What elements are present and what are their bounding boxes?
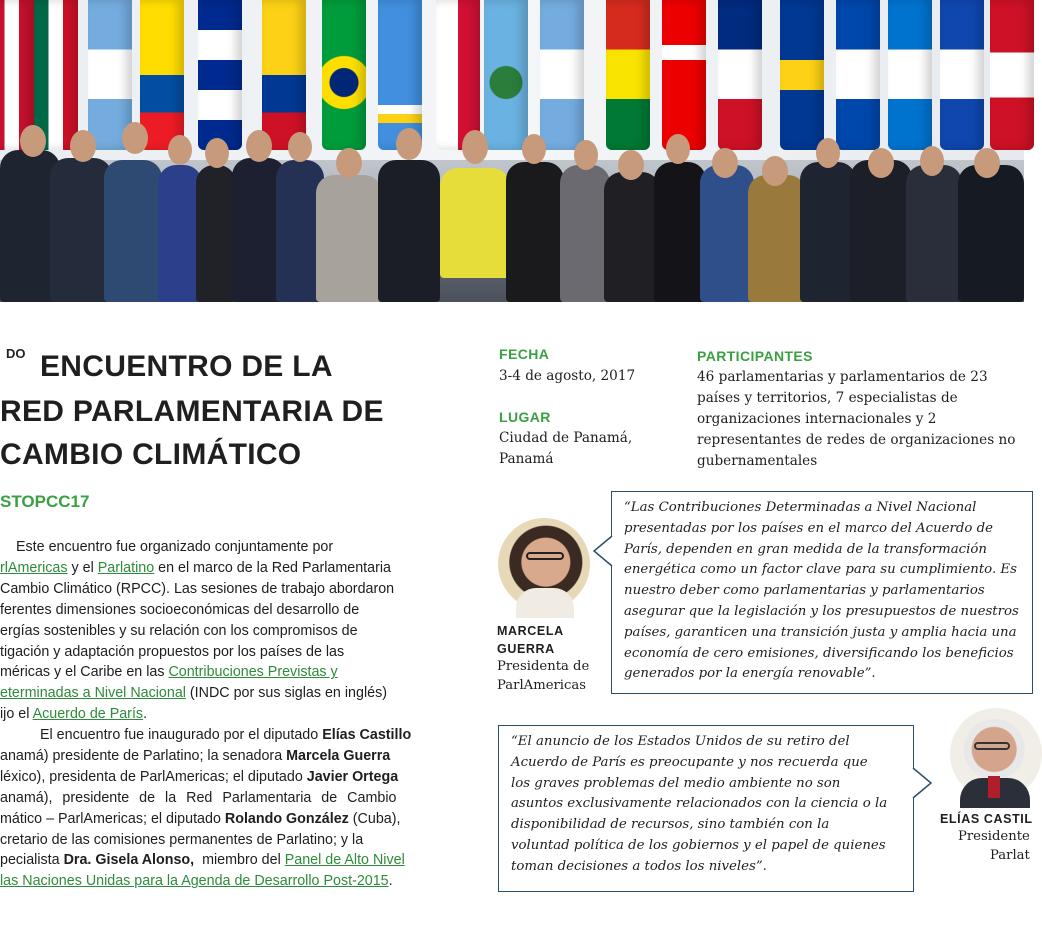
person-name: Elías Castillo: [322, 727, 412, 743]
flag: [990, 0, 1034, 150]
text: y el: [67, 559, 98, 576]
text: en el marco de la Red Parlamentaria: [154, 559, 391, 576]
participants-line: 46 parlamentarias y parlamentarios de 23: [697, 369, 988, 385]
date-label: FECHA: [499, 346, 550, 362]
link-parlatino[interactable]: Parlatino: [97, 559, 155, 576]
person-name: Marcela Guerra: [286, 747, 391, 764]
text: tigación y adaptación propuestos por los países de las: [0, 643, 345, 660]
link-parlamericas[interactable]: rlAmericas: [0, 559, 68, 576]
text: .: [143, 706, 148, 723]
text: El encuentro fue inaugurado por el diputado: [40, 727, 323, 743]
speaker-role: Presidenta de: [497, 659, 590, 674]
text: ergías sostenibles y su relación con los compromisos de: [0, 622, 358, 639]
participants-line: gubernamentales: [697, 453, 818, 469]
person-name: Dra. Gisela Alonso,: [63, 852, 195, 869]
speaker-photo-elias-castillo: [950, 708, 1042, 800]
flag: [662, 0, 706, 150]
quote-line: “Las Contribuciones Determinadas a Nivel Nacional: [624, 500, 977, 515]
flag: [436, 0, 480, 150]
flag: [718, 0, 762, 150]
participants-value: [697, 367, 1015, 472]
speaker-name: GUERRA: [497, 642, 555, 656]
text: pecialista: [0, 852, 64, 869]
speaker-role: Parlat: [990, 847, 1030, 863]
text: ferentes dimensiones socioeconómicas del desarrollo de: [0, 601, 360, 618]
flag: [836, 0, 880, 150]
place-value: [499, 428, 632, 470]
text: anamá), presidente de la Red Parlamentaria de Cambio: [0, 789, 397, 806]
flag: [780, 0, 824, 150]
quote-line: energética como un factor clave para su cumplimiento. Es: [624, 562, 1017, 578]
quote-line: países, garanticen una transición justa y amplia hacia una: [624, 624, 1017, 640]
quote-line: Acuerdo de París es preocupante y nos recuerda que: [511, 754, 868, 770]
quote-line: asuntos exclusivamente relacionados con la ciencia o la: [511, 796, 888, 812]
speaker-info-elias-castillo: [940, 810, 1033, 865]
quote-line: voluntad política de los gobiernos y el papel de quienes: [511, 837, 886, 853]
page-title-line-2: RED PARLAMENTARIA DE: [0, 395, 384, 428]
quote-line: nuestro deber como parlamentarias y parlamentarios: [624, 583, 985, 599]
flag: [888, 0, 932, 150]
quote-box-marcela-guerra: [611, 491, 1033, 694]
paragraph-organization: [0, 537, 394, 725]
flag: [484, 0, 528, 150]
text: Este encuentro fue organizado conjuntamente por: [16, 539, 334, 555]
paragraph-inauguration: [0, 725, 411, 892]
text: .: [388, 873, 393, 890]
link-panel-alto-nivel[interactable]: Panel de Alto Nivel: [284, 852, 405, 869]
speaker-role: ParlAmericas: [497, 677, 587, 693]
participants-line: organizaciones internacionales y 2: [697, 411, 937, 427]
quote-pointer: [913, 768, 931, 798]
text: (INDC por sus siglas en inglés): [185, 685, 387, 702]
flag: [198, 0, 242, 150]
participants-line: representantes de redes de organizaciones no: [697, 432, 1016, 448]
text: Cambio Climático (RPCC). Las sesiones de trabajo abordaron: [0, 580, 395, 597]
flag: [606, 0, 650, 150]
date-value: 3-4 de agosto, 2017: [499, 368, 636, 384]
quote-line: “El anuncio de los Estados Unidos de su retiro del: [511, 734, 850, 749]
text: cretario de las comisiones permanentes de Parlatino; y la: [0, 831, 364, 848]
flag: [262, 0, 306, 150]
text: ijo el: [0, 706, 33, 723]
flag: [322, 0, 366, 150]
page-title-line-1: ENCUENTRO DE LA: [40, 350, 333, 383]
text: léxico), presidenta de ParlAmericas; el diputado: [0, 768, 307, 785]
flag: [940, 0, 984, 150]
text: (Cuba),: [348, 810, 401, 827]
participants-line: países y territorios, 7 especialistas de: [697, 390, 958, 406]
person-name: Rolando González: [224, 810, 349, 827]
place-line: Ciudad de Panamá,: [499, 430, 633, 446]
group-photo: [0, 0, 1024, 302]
quote-line: generados por la energía renovable”.: [624, 666, 876, 682]
link-acuerdo-paris[interactable]: Acuerdo de París: [32, 706, 144, 723]
link-contribuciones[interactable]: Contribuciones Previstas y: [168, 664, 338, 681]
quote-line: los graves problemas del medio ambiente no son: [511, 775, 841, 791]
speaker-photo-marcela-guerra: [498, 518, 590, 610]
text: anamá) presidente de Parlatino; la senadora: [0, 747, 287, 764]
quote-line: economía de cero emisiones, diversificando los beneficios: [624, 645, 1014, 661]
flag: [540, 0, 584, 150]
title-superscript: DO: [6, 346, 26, 361]
speaker-role: Presidente: [958, 829, 1030, 844]
event-hashtag: STOPCC17: [0, 492, 90, 511]
link-contribuciones-cont[interactable]: eterminadas a Nivel Nacional: [0, 685, 186, 702]
text: méricas y el Caribe en las: [0, 664, 169, 681]
flag: [140, 0, 184, 150]
quote-box-elias-castillo: [498, 725, 914, 892]
text: mático – ParlAmericas; el diputado: [0, 810, 225, 827]
quote-line: asegurar que la legislación y los presupuestos de nuestros: [624, 603, 1019, 619]
quote-line: París, dependen en gran medida de la transformación: [624, 541, 987, 557]
speaker-info-marcela-guerra: [497, 622, 589, 695]
text: miembro del: [194, 852, 285, 869]
person-name: Javier Ortega: [306, 768, 399, 785]
link-panel-alto-nivel-cont[interactable]: las Naciones Unidas para la Agenda de Desarrollo Post-2015: [0, 873, 389, 890]
speaker-name: MARCELA: [497, 624, 564, 638]
page-title-line-3: CAMBIO CLIMÁTICO: [0, 438, 302, 471]
quote-pointer: [594, 536, 612, 566]
quote-line: presentadas por los países en el marco del Acuerdo de: [624, 520, 994, 536]
flag: [378, 0, 422, 150]
participants-label: PARTICIPANTES: [697, 348, 813, 364]
quote-line: toman decisiones a todos los niveles”.: [511, 858, 767, 874]
place-label: LUGAR: [499, 409, 551, 425]
speaker-name: ELÍAS CASTIL: [940, 812, 1033, 826]
quote-line: disponibilidad de recursos, sino también con la: [511, 817, 830, 833]
place-line: Panamá: [499, 451, 554, 467]
